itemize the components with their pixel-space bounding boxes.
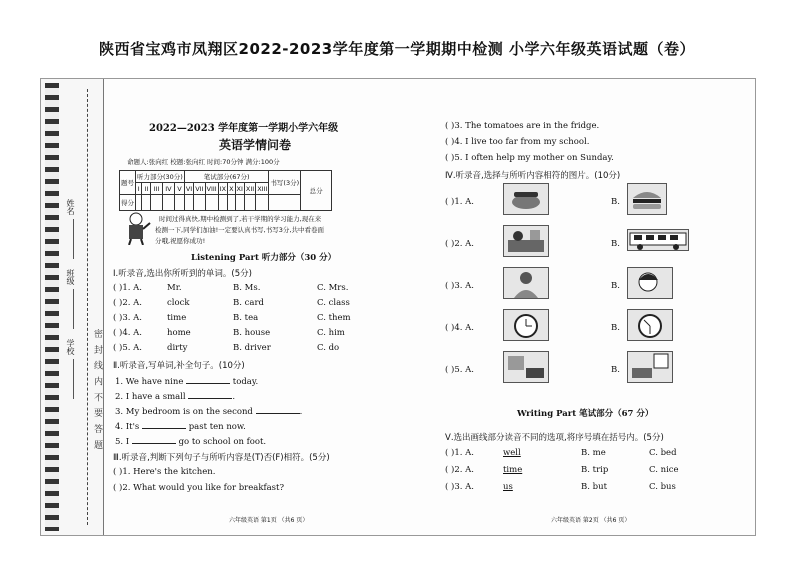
item-number: ( )3. A. [113, 313, 142, 323]
score-cell[interactable] [151, 195, 162, 211]
score-cell[interactable] [228, 195, 235, 211]
score-sec: XI [236, 184, 243, 193]
score-listening: 听力部分(30分) [136, 171, 185, 183]
intro-line-3: 分哦,祝愿你成功! [155, 237, 206, 245]
score-sec: I [136, 183, 142, 195]
option-b-label: B. [611, 323, 620, 333]
score-cell[interactable] [235, 195, 244, 211]
answer-blank[interactable] [188, 390, 232, 399]
intro-line-1: 时间过得真快,期中检测到了,若干学期的学习能力,现在来 [159, 215, 322, 223]
page-footer: 六年级英语 第2页 （共6 页） [551, 517, 631, 524]
sentence-start: 1. We have nine [115, 377, 184, 387]
paper-header: 2022—2023 学年度第一学期小学六年级 [149, 123, 339, 134]
hamburger-picture-icon [627, 183, 667, 215]
section1-title: Ⅰ.听录音,选出你所听到的单词。(5分) [113, 269, 252, 279]
list-item: ( )2. What would you like for breakfast? [113, 483, 285, 493]
option-c: C. Mrs. [317, 283, 349, 293]
school-label: 学校 [66, 339, 75, 355]
list-item [115, 390, 235, 402]
score-sec: VIII [206, 184, 217, 193]
option-b: B. but [581, 482, 607, 492]
item-number: ( )3. A. [445, 281, 474, 291]
score-sec: XIII [257, 184, 268, 193]
listening-heading: Listening Part 听力部分（30 分） [191, 253, 337, 263]
sentence-start: 5. I [115, 437, 130, 447]
score-writing: 笔试部分(67分) [184, 171, 269, 183]
sentence-end: today. [232, 377, 259, 387]
sentence-start: 3. My bedroom is on the second [115, 407, 253, 417]
page-footer: 六年级英语 第1页 （共6 页） [229, 517, 309, 524]
option-c: C. bus [649, 482, 676, 492]
option-b: B. house [233, 328, 271, 338]
class-label: 班级 [66, 269, 75, 285]
item-number: ( )1. A. [445, 197, 474, 207]
option-c: C. nice [649, 465, 679, 475]
option-b: B. driver [233, 343, 271, 353]
right-page [441, 79, 751, 535]
list-item [115, 420, 246, 432]
option-b: B. tea [233, 313, 259, 323]
option-c: C. class [317, 298, 350, 308]
answer-blank[interactable] [132, 435, 176, 444]
item-number: ( )1. A. [113, 283, 142, 293]
option-b-label: B. [611, 281, 620, 291]
sentence-start: 2. I have a small [115, 392, 186, 402]
score-total: 总分 [301, 171, 332, 211]
teacher-cartoon-icon [121, 211, 151, 245]
option-c: C. do [317, 343, 340, 353]
room-picture-icon [627, 351, 673, 383]
class-line [73, 289, 74, 329]
score-cell[interactable] [194, 195, 205, 211]
option-b: B. me [581, 448, 606, 458]
school-line [73, 359, 74, 399]
seal-note: 密 封 线 内 不 要 答 题 [92, 329, 102, 452]
name-line [73, 219, 74, 259]
intro-line-2: 检测一下,同学们加油!一定要认真书写,书写3分,共中看卷面 [155, 226, 324, 234]
seal-line [87, 89, 88, 525]
clock-picture-icon [627, 309, 673, 341]
score-handwriting: 书写(3分) [269, 171, 301, 195]
answer-blank[interactable] [142, 420, 186, 429]
option-b-label: B. [611, 197, 620, 207]
score-sec: IV [162, 183, 174, 195]
score-row-label: 得分 [120, 195, 136, 211]
score-sec: V [175, 183, 185, 195]
binding-strip [41, 79, 104, 535]
list-item: ( )3. The tomatoes are in the fridge. [445, 121, 600, 131]
girl-picture-icon [503, 267, 549, 299]
section3-title: Ⅲ.听录音,判断下列句子与所听内容是(T)否(F)相符。(5分) [113, 453, 330, 463]
score-sec: II [142, 183, 151, 195]
item-number: ( )2. A. [445, 465, 474, 475]
option-c: C. them [317, 313, 351, 323]
item-number: ( )4. A. [445, 323, 474, 333]
sentence-start: 4. It's [115, 422, 140, 432]
paper-subtitle: 英语学情问卷 [219, 138, 292, 152]
item-number: ( )5. A. [445, 365, 474, 375]
bedroom-picture-icon [503, 351, 549, 383]
sentence-end: . [299, 407, 303, 417]
item-number: ( )5. A. [113, 343, 142, 353]
option-a: Mr. [167, 283, 182, 293]
option-a: clock [167, 298, 190, 308]
item-number: ( )1. A. [445, 448, 474, 458]
page-title: 陕西省宝鸡市凤翔区2022-2023学年度第一学期期中检测 小学六年级英语试题（卷） [99, 40, 695, 58]
sentence-end: go to school on foot. [178, 437, 267, 447]
score-cell[interactable] [218, 195, 227, 211]
score-cell[interactable] [162, 195, 174, 211]
option-a: time [167, 313, 187, 323]
score-cell[interactable] [244, 195, 255, 211]
score-col-number: 题号 [120, 171, 136, 195]
alarm-clock-picture-icon [503, 309, 549, 341]
section5-title: Ⅴ.选出画线部分读音不同的选项,将序号填在括号内。(5分) [445, 433, 664, 443]
item-number: ( )4. A. [113, 328, 142, 338]
option-b-label: B. [611, 239, 620, 249]
score-sec: III [151, 183, 162, 195]
option-b-label: B. [611, 365, 620, 375]
bus-picture-icon [627, 229, 689, 251]
item-number: ( )3. A. [445, 482, 474, 492]
option-b: B. trip [581, 465, 609, 475]
score-sec: IX [219, 184, 227, 193]
score-cell[interactable] [184, 195, 193, 211]
binding-stripe [45, 83, 59, 531]
list-item: ( )5. I often help my mother on Sunday. [445, 153, 614, 163]
cooking-picture-icon [503, 225, 549, 257]
score-sec: VI [185, 184, 193, 193]
sentence-end: past ten now. [188, 422, 246, 432]
list-item [115, 375, 258, 387]
score-cell[interactable] [142, 195, 151, 211]
option-c: C. him [317, 328, 345, 338]
answer-blank[interactable] [186, 375, 230, 384]
option-a: home [167, 328, 191, 338]
score-cell[interactable] [175, 195, 185, 211]
option-a: dirty [167, 343, 188, 353]
list-item: ( )4. I live too far from my school. [445, 137, 590, 147]
answer-blank[interactable] [256, 405, 300, 414]
option-b: B. card [233, 298, 264, 308]
paper-meta: 命题人:张向红 校题:张向红 时间:70分钟 满分:100分 [127, 158, 280, 166]
exam-sheet [40, 78, 756, 536]
score-sec: XII [245, 184, 255, 193]
telephone-picture-icon [503, 183, 549, 215]
sentence-end: . [232, 392, 236, 402]
name-label: 姓名 [66, 199, 75, 215]
option-a: well [503, 448, 521, 458]
item-number: ( )2. A. [113, 298, 142, 308]
section2-title: Ⅱ.听录音,写单词,补全句子。(10分) [113, 361, 245, 371]
score-cell[interactable] [256, 195, 269, 211]
score-sec: VII [195, 184, 204, 193]
section4-title: Ⅳ.听录音,选择与所听内容相符的图片。(10分) [445, 171, 621, 181]
list-item [115, 435, 266, 447]
child-picture-icon [627, 267, 673, 299]
option-b: B. Ms. [233, 283, 261, 293]
option-c: C. bed [649, 448, 677, 458]
left-page [109, 79, 429, 535]
score-cell[interactable] [205, 195, 218, 211]
score-table [119, 170, 332, 211]
option-a: time [503, 465, 523, 475]
item-number: ( )2. A. [445, 239, 474, 249]
writing-heading: Writing Part 笔试部分（67 分） [517, 409, 654, 419]
score-sec: X [229, 184, 234, 193]
score-cell[interactable] [269, 195, 301, 211]
list-item [115, 405, 302, 417]
list-item: ( )1. Here's the kitchen. [113, 467, 216, 477]
option-a: us [503, 482, 513, 492]
